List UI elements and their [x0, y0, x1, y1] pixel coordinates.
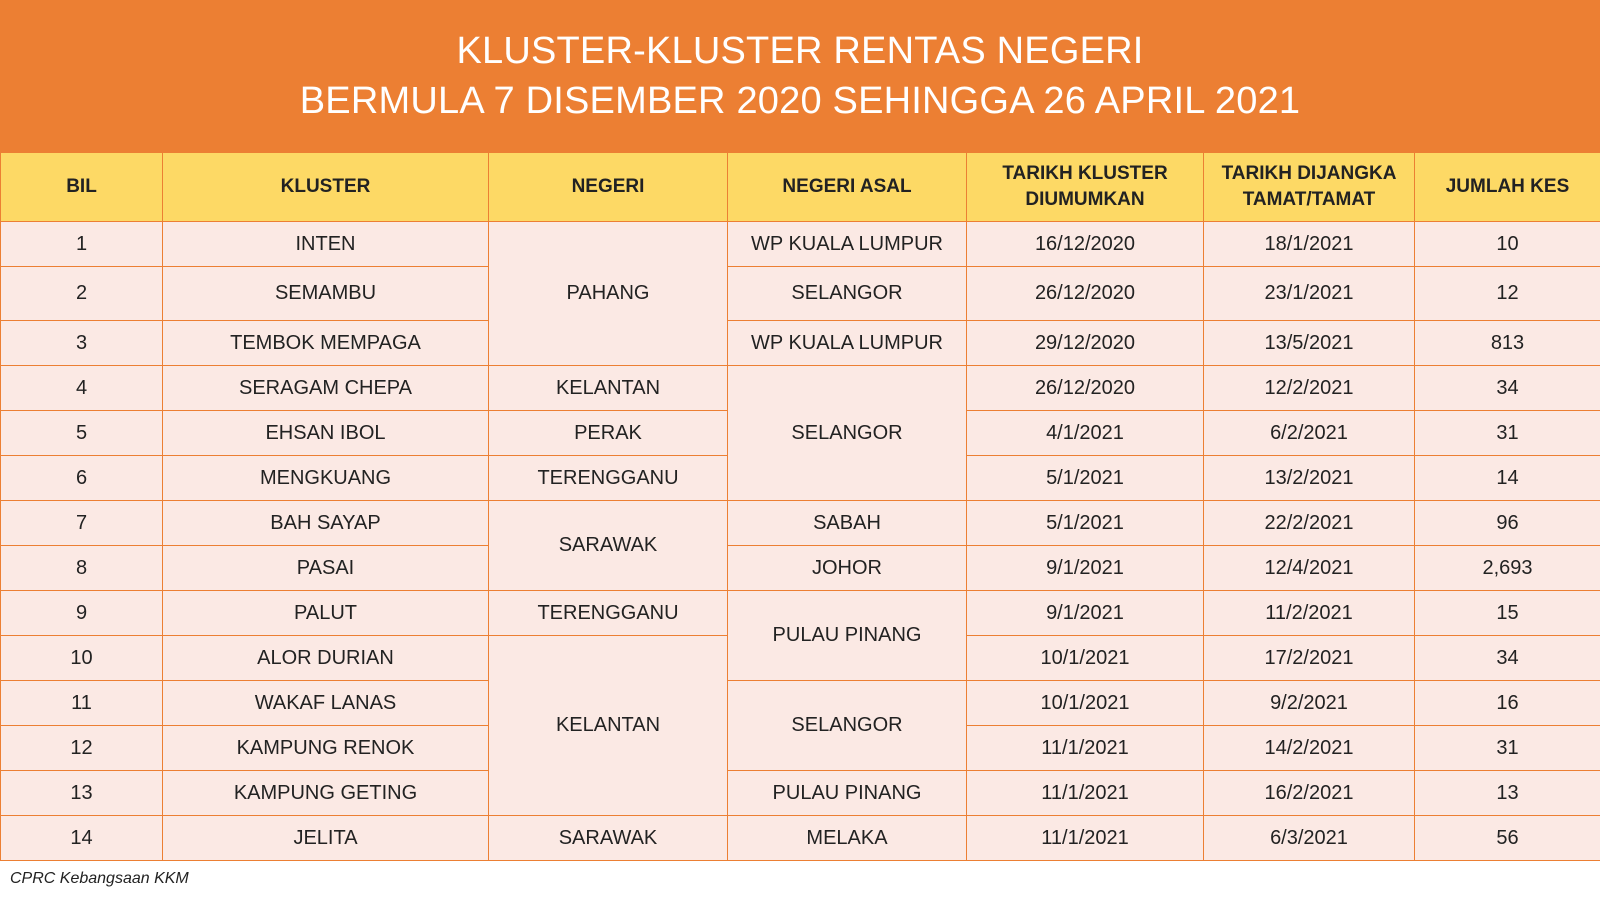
cell-negeri-asal: SELANGOR	[728, 366, 967, 501]
cell-tarikh-tamat: 12/4/2021	[1204, 546, 1415, 591]
table-row	[1, 816, 1600, 861]
cell-negeri-asal: PULAU PINANG	[728, 771, 967, 816]
cell-tarikh-diumumkan: 10/1/2021	[967, 681, 1204, 726]
cell-tarikh-diumumkan: 16/12/2020	[967, 222, 1204, 267]
cell-bil: 1	[1, 222, 163, 267]
header-kluster: KLUSTER	[163, 153, 489, 222]
source-footer: CPRC Kebangsaan KKM	[10, 870, 189, 887]
cell-negeri: KELANTAN	[489, 636, 728, 816]
cell-negeri: TERENGGANU	[489, 456, 728, 501]
header-row	[1, 153, 1600, 222]
table-row	[1, 681, 1600, 726]
header-jumlah-kes: JUMLAH KES	[1415, 153, 1600, 222]
cell-tarikh-tamat: 12/2/2021	[1204, 366, 1415, 411]
header-tarikh-tamat	[1204, 153, 1415, 222]
cell-tarikh-tamat: 18/1/2021	[1204, 222, 1415, 267]
cell-bil: 5	[1, 411, 163, 456]
cell-negeri: SARAWAK	[489, 501, 728, 591]
cell-bil: 10	[1, 636, 163, 681]
cell-tarikh-tamat: 22/2/2021	[1204, 501, 1415, 546]
cell-kluster: SERAGAM CHEPA	[163, 366, 489, 411]
title-line-2: BERMULA 7 DISEMBER 2020 SEHINGGA 26 APRIL 2021	[299, 80, 1301, 122]
cell-jumlah-kes: 31	[1415, 726, 1600, 771]
cell-bil: 9	[1, 591, 163, 636]
table-row	[1, 591, 1600, 636]
cell-bil: 4	[1, 366, 163, 411]
cell-negeri: TERENGGANU	[489, 591, 728, 636]
cell-negeri: KELANTAN	[489, 366, 728, 411]
cell-kluster: KAMPUNG GETING	[163, 771, 489, 816]
cell-kluster: MENGKUANG	[163, 456, 489, 501]
cell-kluster: WAKAF LANAS	[163, 681, 489, 726]
cell-jumlah-kes: 813	[1415, 321, 1600, 366]
cell-jumlah-kes: 96	[1415, 501, 1600, 546]
cell-tarikh-diumumkan: 5/1/2021	[967, 501, 1204, 546]
header-tarikh-diumumkan	[967, 153, 1204, 222]
cell-jumlah-kes: 31	[1415, 411, 1600, 456]
cell-tarikh-tamat: 14/2/2021	[1204, 726, 1415, 771]
cell-tarikh-diumumkan: 26/12/2020	[967, 366, 1204, 411]
cell-negeri: PERAK	[489, 411, 728, 456]
cell-negeri-asal: WP KUALA LUMPUR	[728, 222, 967, 267]
cell-jumlah-kes: 16	[1415, 681, 1600, 726]
cell-bil: 6	[1, 456, 163, 501]
header-negeri-asal: NEGERI ASAL	[728, 153, 967, 222]
cell-kluster: SEMAMBU	[163, 267, 489, 321]
cell-tarikh-tamat: 13/5/2021	[1204, 321, 1415, 366]
cell-negeri-asal: JOHOR	[728, 546, 967, 591]
cell-tarikh-tamat: 17/2/2021	[1204, 636, 1415, 681]
header-bil: BIL	[1, 153, 163, 222]
cell-kluster: ALOR DURIAN	[163, 636, 489, 681]
cell-negeri: PAHANG	[489, 222, 728, 366]
cell-negeri-asal: SABAH	[728, 501, 967, 546]
cell-tarikh-diumumkan: 11/1/2021	[967, 771, 1204, 816]
cell-tarikh-diumumkan: 29/12/2020	[967, 321, 1204, 366]
cell-tarikh-tamat: 16/2/2021	[1204, 771, 1415, 816]
cell-negeri-asal: SELANGOR	[728, 681, 967, 771]
cell-tarikh-tamat: 23/1/2021	[1204, 267, 1415, 321]
table-row	[1, 366, 1600, 411]
cell-negeri-asal: MELAKA	[728, 816, 967, 861]
header-tarikh-tamat-line1: TARIKH DIJANGKA	[1221, 163, 1397, 184]
header-negeri: NEGERI	[489, 153, 728, 222]
cell-jumlah-kes: 12	[1415, 267, 1600, 321]
cell-tarikh-tamat: 6/3/2021	[1204, 816, 1415, 861]
cell-tarikh-diumumkan: 10/1/2021	[967, 636, 1204, 681]
cell-negeri-asal: SELANGOR	[728, 267, 967, 321]
cell-kluster: KAMPUNG RENOK	[163, 726, 489, 771]
cell-tarikh-tamat: 9/2/2021	[1204, 681, 1415, 726]
table-row	[1, 546, 1600, 591]
cell-tarikh-tamat: 6/2/2021	[1204, 411, 1415, 456]
cell-kluster: PALUT	[163, 591, 489, 636]
cell-tarikh-diumumkan: 9/1/2021	[967, 546, 1204, 591]
cell-negeri-asal: PULAU PINANG	[728, 591, 967, 681]
cell-negeri: SARAWAK	[489, 816, 728, 861]
cell-tarikh-tamat: 13/2/2021	[1204, 456, 1415, 501]
cell-kluster: EHSAN IBOL	[163, 411, 489, 456]
cell-jumlah-kes: 15	[1415, 591, 1600, 636]
cell-jumlah-kes: 2,693	[1415, 546, 1600, 591]
cell-tarikh-diumumkan: 4/1/2021	[967, 411, 1204, 456]
table-row	[1, 222, 1600, 267]
header-tarikh-tamat-line2: TAMAT/TAMAT	[1242, 189, 1376, 210]
title-band	[0, 0, 1600, 152]
cell-jumlah-kes: 13	[1415, 771, 1600, 816]
cell-kluster: TEMBOK MEMPAGA	[163, 321, 489, 366]
cell-kluster: BAH SAYAP	[163, 501, 489, 546]
cell-jumlah-kes: 34	[1415, 636, 1600, 681]
cell-jumlah-kes: 14	[1415, 456, 1600, 501]
cell-bil: 12	[1, 726, 163, 771]
cell-tarikh-diumumkan: 5/1/2021	[967, 456, 1204, 501]
cell-kluster: PASAI	[163, 546, 489, 591]
cell-kluster: INTEN	[163, 222, 489, 267]
cell-kluster: JELITA	[163, 816, 489, 861]
table-row	[1, 501, 1600, 546]
cell-bil: 13	[1, 771, 163, 816]
cell-jumlah-kes: 56	[1415, 816, 1600, 861]
cell-bil: 14	[1, 816, 163, 861]
title-line-1: KLUSTER-KLUSTER RENTAS NEGERI	[456, 30, 1144, 72]
cell-jumlah-kes: 34	[1415, 366, 1600, 411]
cell-bil: 7	[1, 501, 163, 546]
table-row	[1, 771, 1600, 816]
cluster-table	[0, 152, 1600, 861]
header-tarikh-diumumkan-line2: DIUMUMKAN	[1025, 189, 1145, 210]
cell-bil: 3	[1, 321, 163, 366]
cell-tarikh-diumumkan: 26/12/2020	[967, 267, 1204, 321]
cell-negeri-asal: WP KUALA LUMPUR	[728, 321, 967, 366]
cell-tarikh-diumumkan: 11/1/2021	[967, 726, 1204, 771]
table-row	[1, 267, 1600, 321]
header-tarikh-diumumkan-line1: TARIKH KLUSTER	[1002, 163, 1168, 184]
cell-bil: 11	[1, 681, 163, 726]
table-row	[1, 321, 1600, 366]
cell-bil: 8	[1, 546, 163, 591]
cell-jumlah-kes: 10	[1415, 222, 1600, 267]
cell-tarikh-diumumkan: 9/1/2021	[967, 591, 1204, 636]
cell-tarikh-diumumkan: 11/1/2021	[967, 816, 1204, 861]
cell-tarikh-tamat: 11/2/2021	[1204, 591, 1415, 636]
cell-bil: 2	[1, 267, 163, 321]
